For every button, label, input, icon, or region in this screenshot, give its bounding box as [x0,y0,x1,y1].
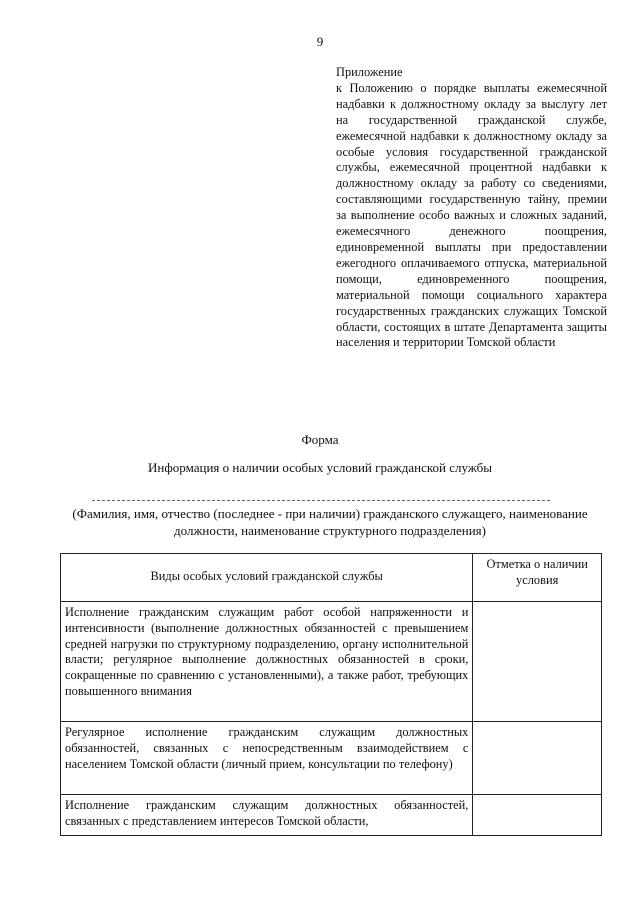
condition-type-cell: Исполнение гражданским служащим работ особой напряженности и интенсивности (выполнение должностных обязанностей с превышением средней нагрузки по структурному подразделению, органу исполнительной власти; регулярное выполнение должностных обязанностей в сроки, сокращенные по сравнению с установленными), а также работ, требующих повышенного внимания [61,602,473,722]
appendix-block [336,65,607,351]
document-title: Информация о наличии особых условий гражданской службы [148,460,492,475]
appendix-heading: Приложение [336,65,403,79]
header-condition-type: Виды особых условий гражданской службы [61,554,473,602]
condition-mark-cell[interactable] [473,722,602,795]
condition-type-cell: Исполнение гражданским служащим должностных обязанностей, связанных с представлением интересов Томской области, [61,795,473,836]
fill-in-caption: (Фамилия, имя, отчество (последнее - при наличии) гражданского служащего, наименование должности, наименование структурного подразделения) [72,506,588,538]
form-label: Форма [301,432,339,447]
table-row [61,602,602,722]
page-number: 9 [316,34,324,49]
appendix-body: к Положению о порядке выплаты ежемесячной надбавки к должностному окладу за выслугу лет на государственной гражданской службе, ежемесячной надбавки к должностному окладу за особые условия государственной гражданской службы, ежемесячной процентной надбавки к должностному окладу за работу со сведениями, составляющими государственную тайну, премии за выполнение особо важных и сложных заданий, ежемесячного денежного поощрения, единовременной выплаты при предоставлении ежегодного оплачиваемого отпуска, материальной помощи, единовременного поощрения, материальной помощи социального характера государственных гражданских служащих Томской области, состоящих в штате Департамента защиты населения и территории Томской области [336,80,607,350]
condition-mark-cell[interactable] [473,795,602,836]
table-header-row [61,554,602,602]
table-row [61,722,602,795]
fill-in-line [92,500,550,501]
header-condition-mark: Отметка о наличии условия [473,554,602,602]
condition-mark-cell[interactable] [473,602,602,722]
table-row [61,795,602,836]
conditions-table [60,553,602,836]
condition-type-cell: Регулярное исполнение гражданским служащим должностных обязанностей, связанных с непосредственным взаимодействием с населением Томской области (личный прием, консультации по телефону) [61,722,473,795]
